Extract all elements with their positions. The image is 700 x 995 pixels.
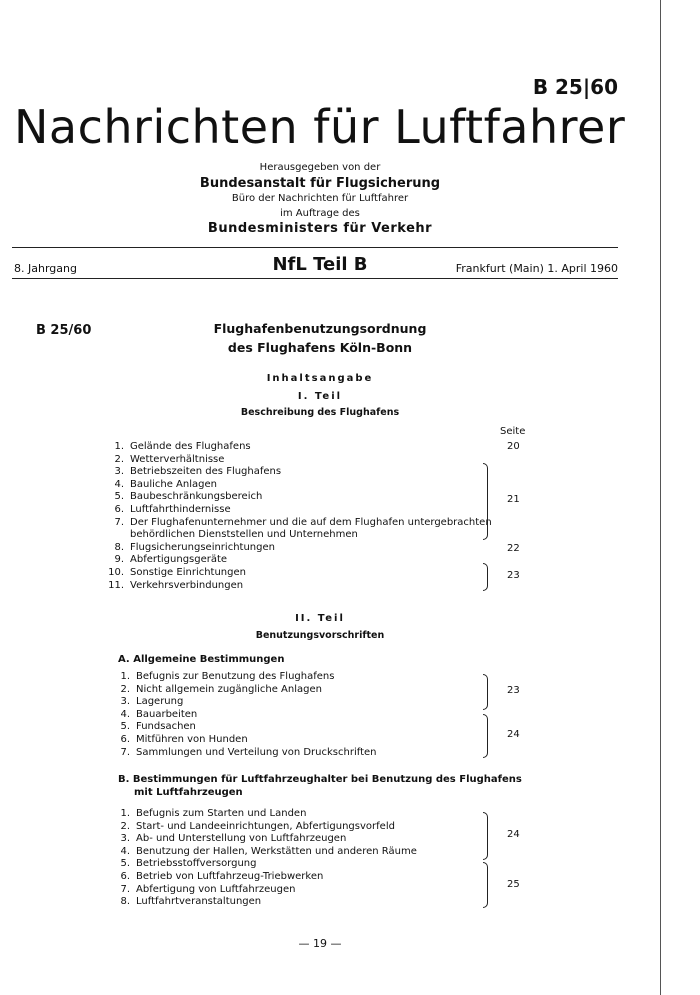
- publisher-line-3: Büro der Nachrichten für Luftfahrer: [231, 193, 409, 204]
- masthead-title: Nachrichten für Luftfahrer: [14, 100, 626, 154]
- list-item: 9. Abfertigungsgeräte: [114, 554, 228, 566]
- brace: [483, 563, 488, 591]
- page-number: 25: [507, 879, 520, 890]
- list-item: 11. Verkehrsverbindungen: [108, 579, 244, 591]
- list-item: 5. Baubeschränkungsbereich: [114, 491, 263, 503]
- publisher-line-5: Bundesministers für Verkehr: [207, 221, 433, 236]
- list-item: 2. Wetterverhältnisse: [114, 453, 225, 465]
- list-item: 6. Luftfahrthindernisse: [114, 503, 231, 515]
- document-title-2: des Flughafens Köln-Bonn: [227, 340, 413, 355]
- part1-subheading: Beschreibung des Flughafens: [240, 407, 400, 418]
- brace: [483, 812, 488, 860]
- document-code: B 25/60: [36, 323, 92, 338]
- page-edge-line: [660, 0, 661, 995]
- list-item: 1. Befugnis zur Benutzung des Flughafens: [120, 671, 335, 682]
- place-date: Frankfurt (Main) 1. April 1960: [455, 262, 618, 275]
- list-item: 7. Der Flughafenunternehmer und die auf dem Flughafen untergebrachten: [114, 516, 492, 528]
- publisher-line-1: Herausgegeben von der: [259, 162, 381, 173]
- header-rule-bottom: [12, 278, 618, 279]
- list-item: 5. Fundsachen: [120, 721, 196, 733]
- page-number: 22: [507, 543, 520, 554]
- page-number: 24: [507, 829, 520, 840]
- group-b-list: [110, 808, 417, 909]
- list-item: 3. Ab- und Unterstellung von Luftfahrzeugen: [120, 833, 347, 845]
- list-item: 1. Gelände des Flughafens: [114, 441, 251, 452]
- page-number: 20: [507, 441, 520, 452]
- section-label: NfL Teil B: [272, 254, 368, 275]
- part2-subheading: Benutzungsvorschriften: [255, 630, 385, 641]
- list-item: 10. Sonstige Einrichtungen: [108, 566, 246, 578]
- page-number: 23: [507, 570, 520, 581]
- list-item: 3. Betriebszeiten des Flughafens: [114, 466, 282, 478]
- publisher-line-4: im Auftrage des: [280, 208, 360, 219]
- list-item: 8. Flugsicherungseinrichtungen: [114, 541, 275, 553]
- document-title-1: Flughafenbenutzungsordnung: [213, 321, 427, 336]
- part1-heading: I. Teil: [297, 391, 343, 402]
- list-item: 2. Nicht allgemein zugängliche Anlagen: [120, 683, 322, 695]
- list-item: 1. Befugnis zum Starten und Landen: [120, 808, 307, 819]
- page-footer: — 19 —: [298, 937, 342, 950]
- page-column-heading: Seite: [500, 426, 526, 437]
- page-number: 24: [507, 729, 520, 740]
- group-a-title: A. Allgemeine Bestimmungen: [118, 654, 285, 665]
- group-a-list: [110, 671, 376, 759]
- brace: [483, 714, 488, 758]
- toc-heading: Inhaltsangabe: [266, 373, 374, 384]
- brace: [483, 862, 488, 908]
- list-item: 4. Benutzung der Hallen, Werkstätten und anderen Räume: [120, 845, 417, 857]
- list-item: 7. Abfertigung von Luftfahrzeugen: [120, 883, 296, 895]
- volume-label: 8. Jahrgang: [14, 262, 77, 275]
- list-item: 6. Betrieb von Luftfahrzeug-Triebwerken: [120, 870, 324, 882]
- list-item: 4. Bauarbeiten: [120, 708, 198, 720]
- list-item-continuation: behördlichen Dienststellen und Unternehmen: [130, 529, 358, 541]
- group-b-title: B. Bestimmungen für Luftfahrzeughalter bei Benutzung des Flughafens: [118, 774, 522, 785]
- list-item: 6. Mitführen von Hunden: [120, 733, 248, 745]
- list-item: 5. Betriebsstoffversorgung: [120, 858, 257, 870]
- list-item: 2. Start- und Landeeinrichtungen, Abfertigungsvorfeld: [120, 820, 395, 832]
- part2-heading: II. Teil: [295, 613, 345, 624]
- publisher-line-2: Bundesanstalt für Flugsicherung: [199, 176, 441, 191]
- list-item: 4. Bauliche Anlagen: [114, 478, 217, 490]
- brace: [483, 463, 488, 540]
- header-rule-top: [12, 247, 618, 248]
- list-item: 7. Sammlungen und Verteilung von Druckschriften: [120, 746, 377, 758]
- list-item: 3. Lagerung: [120, 696, 184, 708]
- issue-code: B 25|60: [532, 75, 618, 99]
- group-b-title-cont: mit Luftfahrzeugen: [134, 787, 243, 798]
- part1-list: [104, 441, 492, 592]
- brace: [483, 674, 488, 710]
- page-number: 21: [507, 494, 520, 505]
- list-item: 8. Luftfahrtveranstaltungen: [120, 896, 262, 908]
- page-number: 23: [507, 685, 520, 696]
